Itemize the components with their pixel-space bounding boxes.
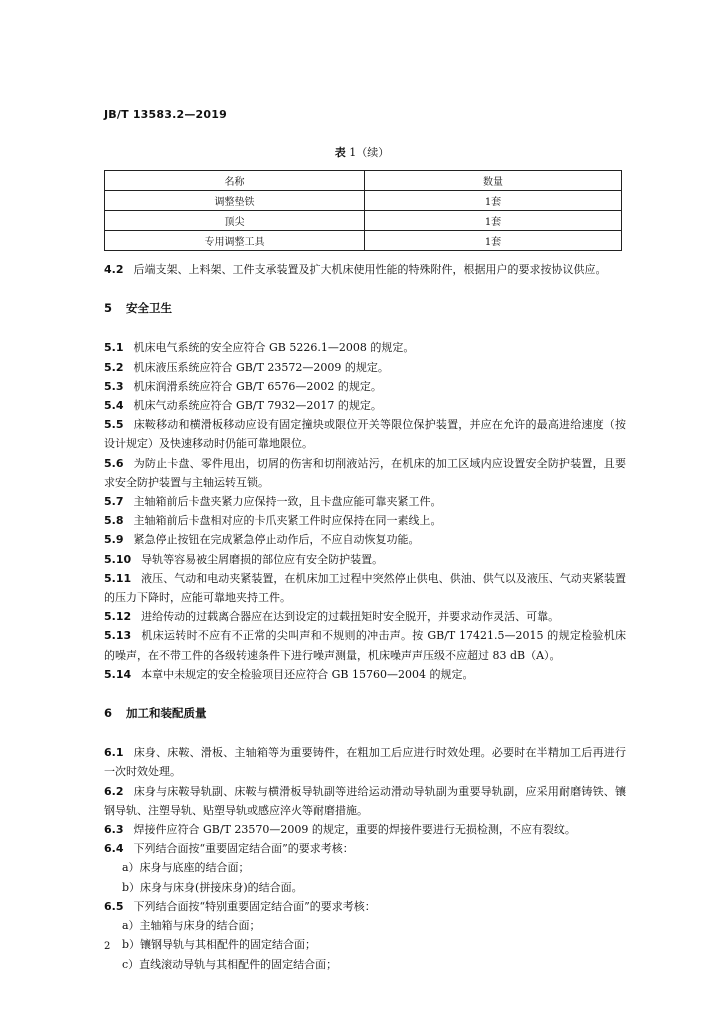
clause: [104, 358, 626, 377]
clause-text: 机床液压系统应符合 GB/T 23572—2009 的规定。: [133, 360, 389, 374]
clause-text: 紧急停止按钮在完成紧急停止动作后，不应自动恢复功能。: [133, 533, 420, 547]
clause-text: 主轴箱前后卡盘夹紧力应保持一致，且卡盘应能可靠夹紧工件。: [133, 495, 442, 509]
table-cell-quantity: 1套: [365, 211, 622, 231]
clause: [104, 377, 626, 396]
clause: [104, 550, 626, 569]
table-caption: [0, 144, 724, 160]
clause-number: 6.3: [104, 823, 124, 837]
clause: [104, 820, 626, 839]
clause-text: 下列结合面按“重要固定结合面”的要求考核：: [133, 842, 354, 856]
table-caption-label: 表: [334, 146, 346, 159]
clause-text: 机床电气系统的安全应符合 GB 5226.1—2008 的规定。: [133, 341, 415, 355]
clause: [104, 396, 626, 415]
body-text: [104, 260, 626, 974]
clause: [104, 511, 626, 530]
clause: [104, 626, 626, 664]
table-header-row: [105, 171, 622, 191]
clause-text: 下列结合面按“特别重要固定结合面”的要求考核：: [133, 899, 376, 913]
clause-number: 5.12: [104, 610, 132, 624]
accessories-table: [104, 170, 622, 251]
section-number: 5: [104, 301, 113, 316]
clause-number: 6.2: [104, 784, 124, 798]
page-number: 2: [104, 941, 111, 952]
clause-text: 本章中未规定的安全检验项目还应符合 GB 15760—2004 的规定。: [141, 667, 474, 681]
table-caption-number: 1（续）: [349, 146, 390, 159]
clause-text: 床身与床鞍导轨副、床鞍与横滑板导轨副等进给运动滑动导轨副为重要导轨副，应采用耐磨铸铁、镶钢导轨、注塑导轨、贴塑导轨或感应淬火等耐磨措施。: [104, 784, 626, 817]
clause-text: 机床运转时不应有不正常的尖叫声和不规则的冲击声。按 GB/T 17421.5—2015 的规定检验机床的噪声，在不带工件的各级转速条件下进行噪声测量，机床噪声声压级不应超过 83 dB（A）。: [104, 629, 626, 662]
list-subitem: b）镶钢导轨与其相配件的固定结合面；: [122, 938, 317, 952]
clause: [104, 743, 626, 781]
clause-number: 5.3: [104, 379, 124, 393]
table-cell-quantity: 1套: [365, 231, 622, 251]
clause-number: 6.5: [104, 899, 124, 913]
clause-number: 6.4: [104, 842, 124, 856]
table-row: [105, 211, 622, 231]
clause: [104, 454, 626, 492]
clause-number: 5.7: [104, 495, 124, 509]
table-row: [105, 191, 622, 211]
clause-text: 床鞍移动和横滑板移动应设有固定撞块或限位开关等限位保护装置，并应在允许的最高进给速度（按设计规定）及快速移动时仍能可靠地限位。: [104, 418, 626, 451]
clause-number: 5.4: [104, 399, 124, 413]
clause-text: 导轨等容易被尘屑磨损的部位应有安全防护装置。: [141, 552, 384, 566]
clause-number: 5.5: [104, 418, 124, 432]
clause: [104, 492, 626, 511]
clause-text: 焊接件应符合 GB/T 23570—2009 的规定，重要的焊接件要进行无损检测，不应有裂纹。: [133, 823, 576, 837]
clause: [104, 897, 626, 916]
section-5-heading: [104, 299, 626, 318]
clause-number: 5.13: [104, 629, 132, 643]
clause-number: 5.11: [104, 571, 132, 585]
table-cell-name: 专用调整工具: [105, 231, 365, 251]
clause-text: 机床润滑系统应符合 GB/T 6576—2002 的规定。: [133, 379, 382, 393]
section-5-clauses: [104, 338, 626, 684]
clause-number: 5.10: [104, 552, 132, 566]
section-6-clauses: [104, 743, 626, 973]
clause: [104, 782, 626, 820]
section-title: 加工和装配质量: [126, 706, 207, 721]
section-6-heading: [104, 704, 626, 723]
clause-text: 进给传动的过载离合器应在达到设定的过载扭矩时安全脱开，并要求动作灵活、可靠。: [141, 610, 560, 624]
list-subitem: b）床身与床身(拼接床身)的结合面。: [122, 880, 303, 894]
list-subitem: a）床身与底座的结合面；: [122, 861, 250, 875]
clause-text: 床身、床鞍、滑板、主轴箱等为重要铸件，在粗加工后应进行时效处理。必要时在半精加工后再进行一次时效处理。: [104, 746, 626, 779]
clause-number: 6.1: [104, 746, 124, 760]
clause-4-2: [104, 260, 626, 279]
clause: [104, 665, 626, 684]
section-title: 安全卫生: [126, 301, 173, 316]
column-header-quantity: 数量: [365, 171, 622, 191]
clause: [104, 839, 626, 858]
clause-number: 4.2: [104, 263, 124, 276]
table-cell-quantity: 1套: [365, 191, 622, 211]
clause-text: 液压、气动和电动夹紧装置，在机床加工过程中突然停止供电、供油、供气以及液压、气动夹紧装置的压力下降时，应能可靠地夹持工件。: [104, 571, 626, 605]
clause-text: 机床气动系统应符合 GB/T 7932—2017 的规定。: [133, 399, 382, 413]
table-row: [105, 231, 622, 251]
clause-number: 5.8: [104, 514, 124, 528]
clause: [104, 338, 626, 357]
clause-text: 后端支架、上料架、工件支承装置及扩大机床使用性能的特殊附件，根据用户的要求按协议供应。: [133, 263, 607, 276]
table-cell-name: 顶尖: [105, 211, 365, 231]
standard-number: JB/T 13583.2—2019: [104, 108, 227, 121]
clause-number: 5.14: [104, 667, 132, 681]
clause: [104, 530, 626, 549]
section-number: 6: [104, 706, 113, 721]
list-subitem: a）主轴箱与床身的结合面；: [122, 919, 261, 933]
column-header-name: 名称: [105, 171, 365, 191]
list-subitem: c）直线滚动导轨与其相配件的固定结合面；: [122, 957, 338, 971]
table-cell-name: 调整垫铁: [105, 191, 365, 211]
clause-number: 5.1: [104, 341, 124, 355]
clause: [104, 607, 626, 626]
clause-text: 主轴箱前后卡盘相对应的卡爪夹紧工件时应保持在同一素线上。: [133, 514, 442, 528]
clause: [104, 569, 626, 607]
clause-number: 5.6: [104, 456, 124, 470]
clause-number: 5.2: [104, 360, 124, 374]
clause-text: 为防止卡盘、零件甩出，切屑的伤害和切削液站污，在机床的加工区域内应设置安全防护装置，且要求安全防护装置与主轴运转互锁。: [104, 456, 626, 489]
clause: [104, 415, 626, 453]
clause-number: 5.9: [104, 533, 124, 547]
